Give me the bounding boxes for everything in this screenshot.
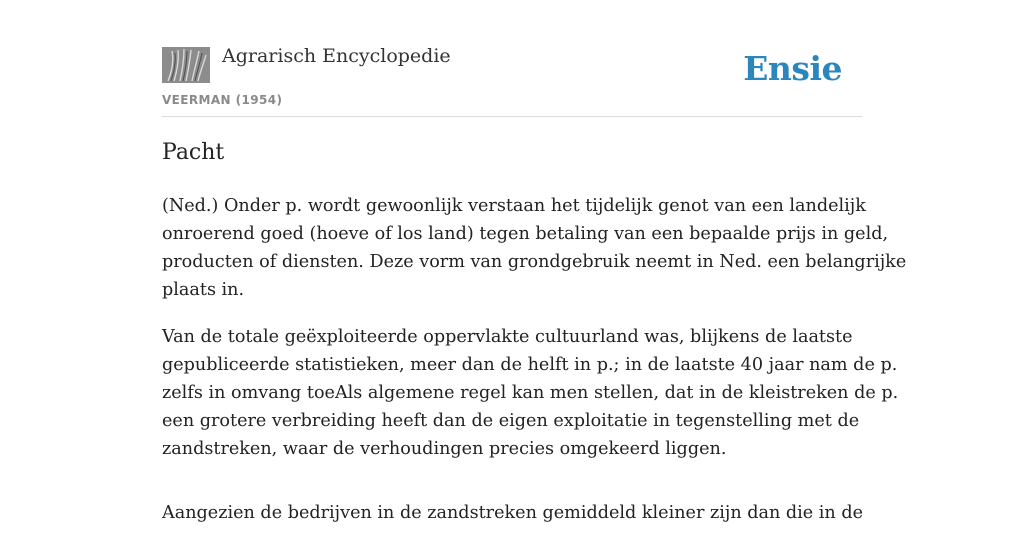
text-line: gepubliceerde statistieken, meer dan de helft in p.; in de laatste 40 jaar nam de p.	[162, 355, 898, 375]
text-line: onroerend goed (hoeve of los land) tegen betaling van een bepaalde prijs in geld,	[162, 224, 889, 244]
article-body	[162, 192, 907, 546]
text-line: een grotere verbreiding heeft dan de eigen exploitatie in tegenstelling met de	[162, 411, 860, 431]
wheat-ears-icon[interactable]	[162, 47, 210, 83]
paragraph	[162, 499, 867, 527]
text-line: (Ned.) Onder p. wordt gewoonlijk verstaan het tijdelijk genot van een landelijk	[162, 196, 866, 216]
paragraph	[162, 192, 907, 304]
book-title[interactable]: Agrarisch Encyclopedie	[222, 45, 451, 67]
article-title: Pacht	[162, 140, 225, 165]
text-line: zelfs in omvang toeAls algemene regel kan men stellen, dat in de kleistreken de p.	[162, 383, 899, 403]
text-line: Aangezien de bedrijven in de zandstreken gemiddeld kleiner zijn dan die in de	[162, 503, 864, 523]
text-line: producten of diensten. Deze vorm van grondgebruik neemt in Ned. een belangrijke	[162, 252, 907, 272]
text-line: plaats in.	[162, 280, 245, 300]
text-line: Van de totale geëxploiteerde oppervlakte cultuurland was, blijkens de laatste	[162, 327, 853, 347]
header	[162, 44, 862, 117]
paragraph	[162, 323, 899, 463]
text-line: zandstreken, waar de verhoudingen precies omgekeerd liggen.	[162, 439, 727, 459]
author-label: VEERMAN (1954)	[162, 93, 283, 107]
brand-logo[interactable]: Ensie	[743, 49, 842, 88]
